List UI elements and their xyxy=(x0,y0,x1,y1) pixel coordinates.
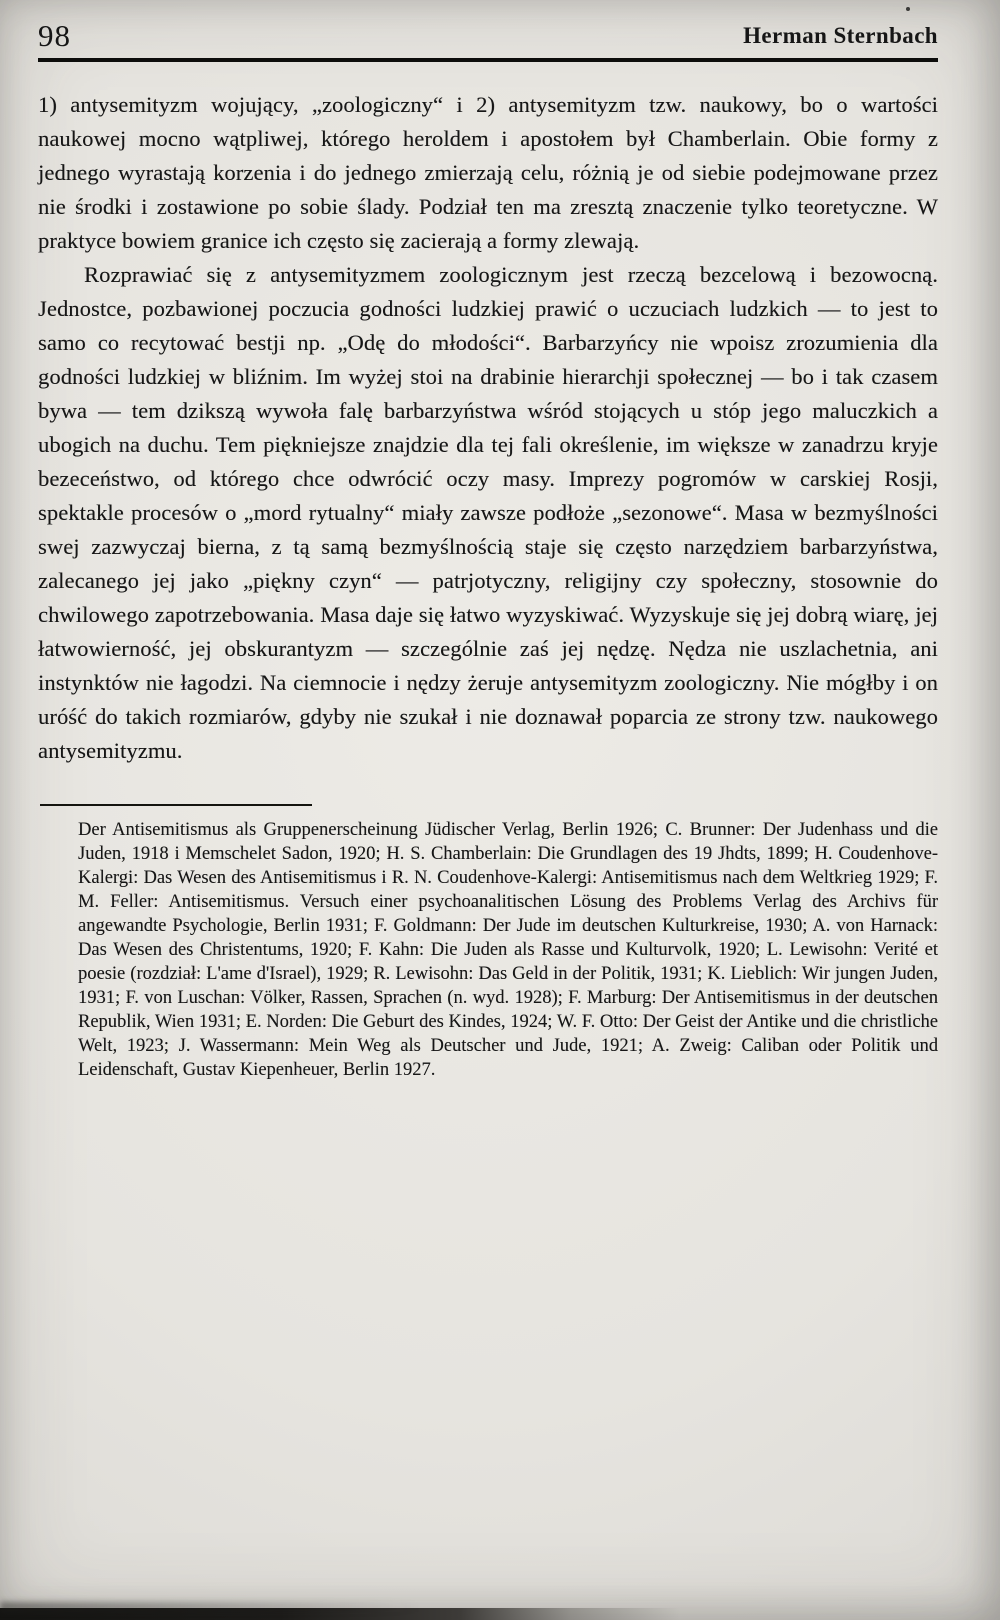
footnote-text: Der Antisemitismus als Gruppenerscheinung Jüdischer Verlag, Berlin 1926; C. Brunner: Der Judenhass und die Juden, 1918 i Memschelet Sadon, 1920; H. S. Chamberlain: Die Grundlagen des 19 Jhdts, 1899; H. Coudenhove-Kalergi: Das Wesen des Antisemitismus i R. N. Coudenhove-Kalergi: Antisemitismus nach dem Weltkrieg 1929; F. M. Feller: Antisemitismus. Versuch einer psychoanalitischen Lösung des Problems Verlag des Archivs für angewandte Psychologie, Berlin 1931; F. Goldmann: Der Jude im deutschen Kulturkreise, 1930; A. von Harnack: Das Wesen des Christentums, 1920; F. Kahn: Die Juden als Rasse und Kulturvolk, 1920; L. Lewisohn: Verité et poesie (rozdział: L'ame d'Israel), 1929; R. Lewisohn: Das Geld in der Politik, 1931; K. Lieblich: Wir jungen Juden, 1931; F. von Luschan: Völker, Rassen, Sprachen (n. wyd. 1928); F. Marburg: Der Antisemitismus in der deutschen Republik, Wien 1931; E. Norden: Die Geburt des Kindes, 1924; W. F. Otto: Der Geist der Antike und die christliche Welt, 1923; J. Wassermann: Mein Weg als Deutscher und Jude, 1921; A. Zweig: Caliban oder Politik und Leidenschaft, Gustav Kiepenheuer, Berlin 1927. xyxy=(78,820,938,1080)
page-number: 98 xyxy=(38,18,71,53)
running-head-author: Herman Sternbach xyxy=(743,23,938,48)
body-text xyxy=(38,88,938,768)
scan-edge-bottom xyxy=(0,1608,1000,1620)
header-rule xyxy=(38,58,938,62)
footnote-rule xyxy=(40,804,312,806)
paragraph-2: Rozprawiać się z antysemityzmem zoologicznym jest rzeczą bezcelową i bezowocną. Jednostce, pozbawionej poczucia godności ludzkiej prawić o uczuciach ludzkich — to jest to samo co recytować bestji np. „Odę do młodości“. Barbarzyńcy nie wpoisz zrozumienia dla godności ludzkiej w bliźnim. Im wyżej stoi na drabinie hierarchji społecznej — bo i tak czasem bywa — tem dzikszą wywoła falę barbarzyństwa wśród stojących u stóp jego maluczkich a ubogich na duchu. Tem piękniejsze znajdzie dla tej fali określenie, im większe w zanadrzu kryje bezeceństwo, od którego chce odwrócić oczy masy. Imprezy pogromów w carskiej Rosji, spektakle procesów o „mord rytualny“ miały zawsze podłoże „sezonowe“. Masa w bezmyślności swej zazwyczaj bierna, z tą samą bezmyślnością staje się często narzędziem barbarzyństwa, zalecanego jej jako „piękny czyn“ — patrjotyczny, religijny czy społeczny, stosownie do chwilowego zapotrzebowania. Masa daje się łatwo wyzyskiwać. Wyzyskuje się jej dobrą wiarę, jej łatwowierność, jej obskurantyzm — szczególnie zaś jej nędzę. Nędza nie uszlachetnia, ani instynktów nie łagodzi. Na ciemnocie i nędzy żeruje antysemityzm zoologiczny. Nie mógłby i on uróść do takich rozmiarów, gdyby nie szukał i nie doznawał poparcia ze strony tzw. naukowego antysemityzmu. xyxy=(38,262,938,763)
paragraph-1: 1) antysemityzm wojujący, „zoologiczny“ i 2) antysemityzm tzw. naukowy, bo o wartości naukowej mocno wątpliwej, którego heroldem i apostołem był Chamberlain. Obie formy z jednego wyrastają korzenia i do jednego zmierzają celu, różnią je od siebie podejmowane przez nie środki i zostawione po sobie ślady. Podział ten ma zresztą znaczenie tylko teoretyczne. W praktyce bowiem granice ich często się zacierają a formy zlewają. xyxy=(38,92,938,253)
page-header xyxy=(38,20,938,51)
scan-dot-artifact xyxy=(906,7,910,11)
footnote-section xyxy=(38,804,938,1082)
